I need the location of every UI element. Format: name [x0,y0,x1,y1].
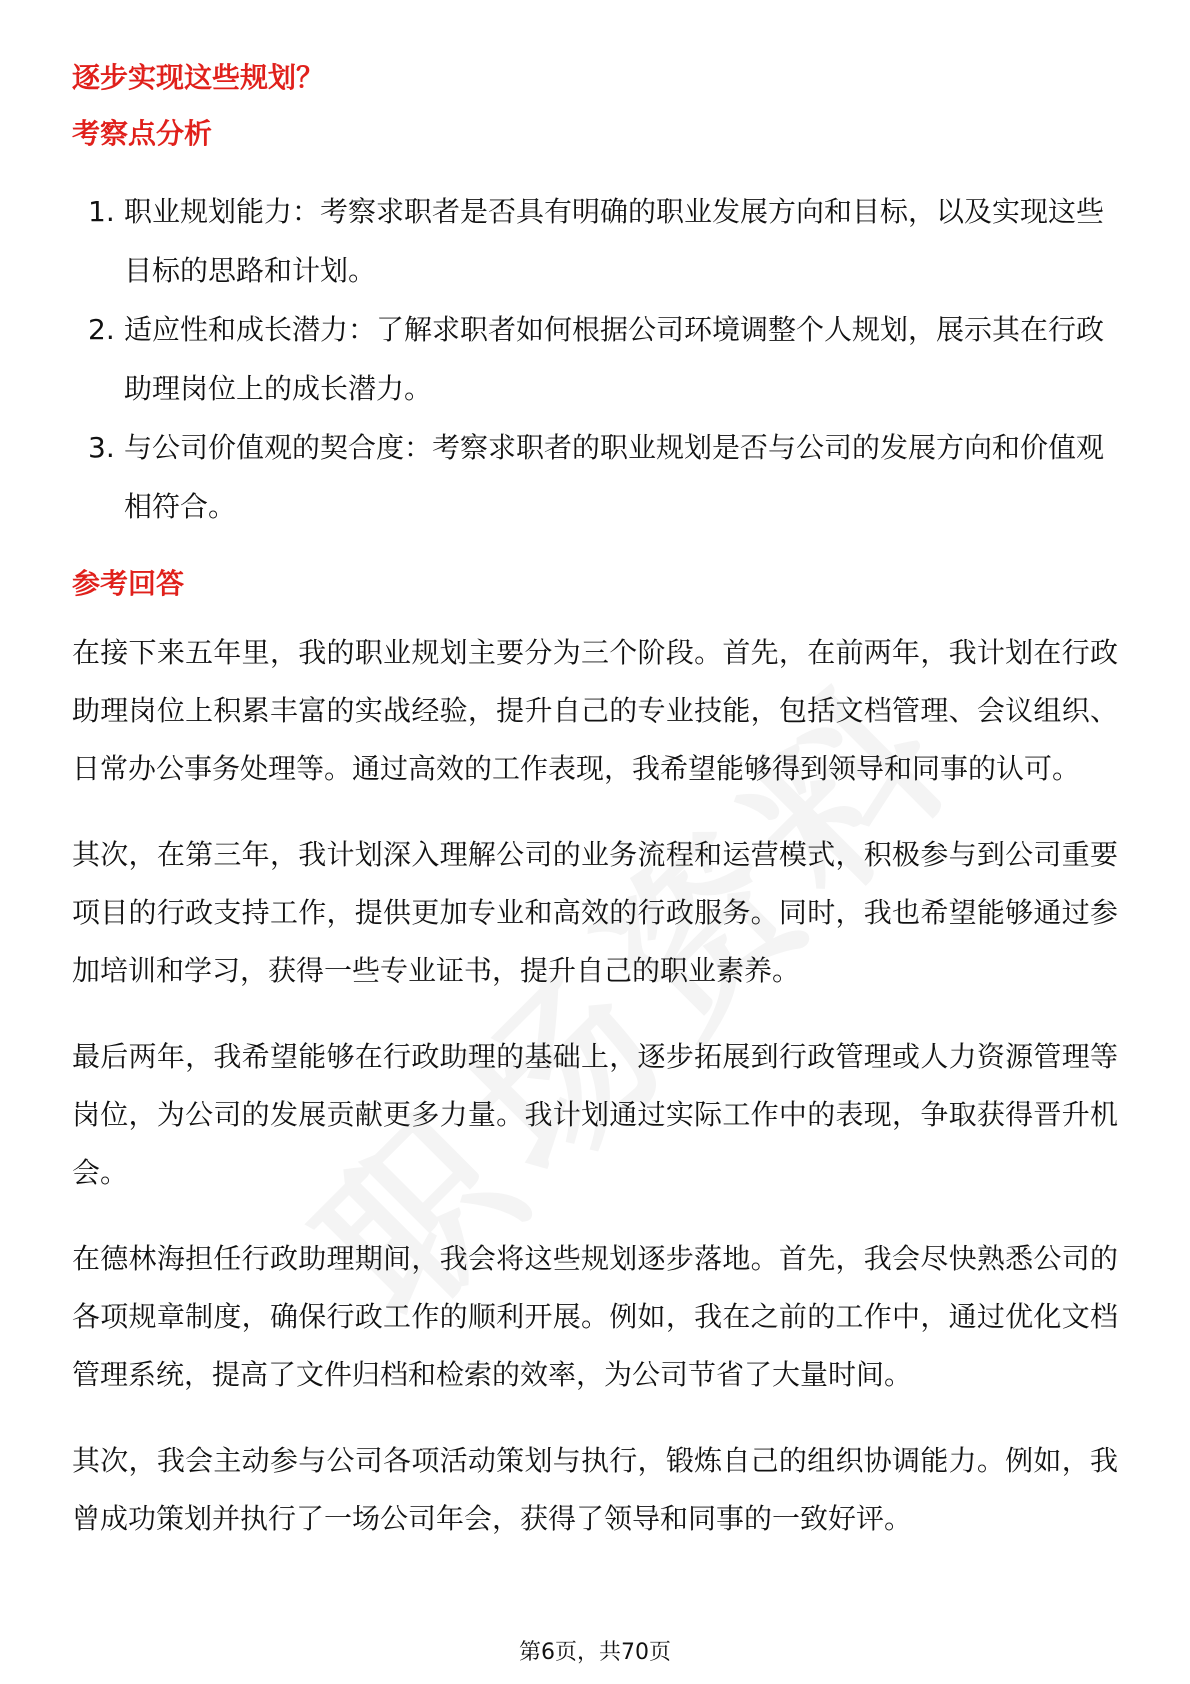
analysis-points-list [72,182,1118,536]
analysis-point [72,418,1118,536]
point-text: 适应性和成长潜力：了解求职者如何根据公司环境调整个人规划，展示其在行政助理岗位上的成长潜力。 [124,313,1105,405]
point-number: 3. [88,431,115,464]
analysis-point [72,300,1118,418]
point-text: 与公司价值观的契合度：考察求职者的职业规划是否与公司的发展方向和价值观相符合。 [124,431,1105,523]
answer-paragraph: 在接下来五年里，我的职业规划主要分为三个阶段。首先，在前两年，我计划在行政助理岗位上积累丰富的实战经验，提升自己的专业技能，包括文档管理、会议组织、日常办公事务处理等。通过高效的工作表现，我希望能够得到领导和同事的认可。 [72,636,1118,785]
page-number-footer: 第6页，共70页 [519,1640,671,1665]
answer-paragraph: 最后两年，我希望能够在行政助理的基础上，逐步拓展到行政管理或人力资源管理等岗位，为公司的发展贡献更多力量。我计划通过实际工作中的表现，争取获得晋升机会。 [72,1040,1118,1189]
answer-paragraph: 其次，我会主动参与公司各项活动策划与执行，锻炼自己的组织协调能力。例如，我曾成功策划并执行了一场公司年会，获得了领导和同事的一致好评。 [72,1444,1118,1535]
page-content [72,56,1118,1576]
point-number: 2. [88,313,115,346]
point-number: 1. [88,195,115,228]
analysis-heading: 考察点分析 [72,117,213,150]
analysis-point [72,182,1118,300]
answer-paragraph: 在德林海担任行政助理期间，我会将这些规划逐步落地。首先，我会尽快熟悉公司的各项规章制度，确保行政工作的顺利开展。例如，我在之前的工作中，通过优化文档管理系统，提高了文件归档和检索的效率，为公司节省了大量时间。 [72,1242,1118,1391]
answer-paragraph: 其次，在第三年，我计划深入理解公司的业务流程和运营模式，积极参与到公司重要项目的行政支持工作，提供更加专业和高效的行政服务。同时，我也希望能够通过参加培训和学习，获得一些专业证书，提升自己的职业素养。 [72,838,1118,987]
question-heading: 逐步实现这些规划？ [72,61,325,94]
point-text: 职业规划能力：考察求职者是否具有明确的职业发展方向和目标，以及实现这些目标的思路和计划。 [124,195,1105,287]
answer-heading: 参考回答 [72,567,185,600]
